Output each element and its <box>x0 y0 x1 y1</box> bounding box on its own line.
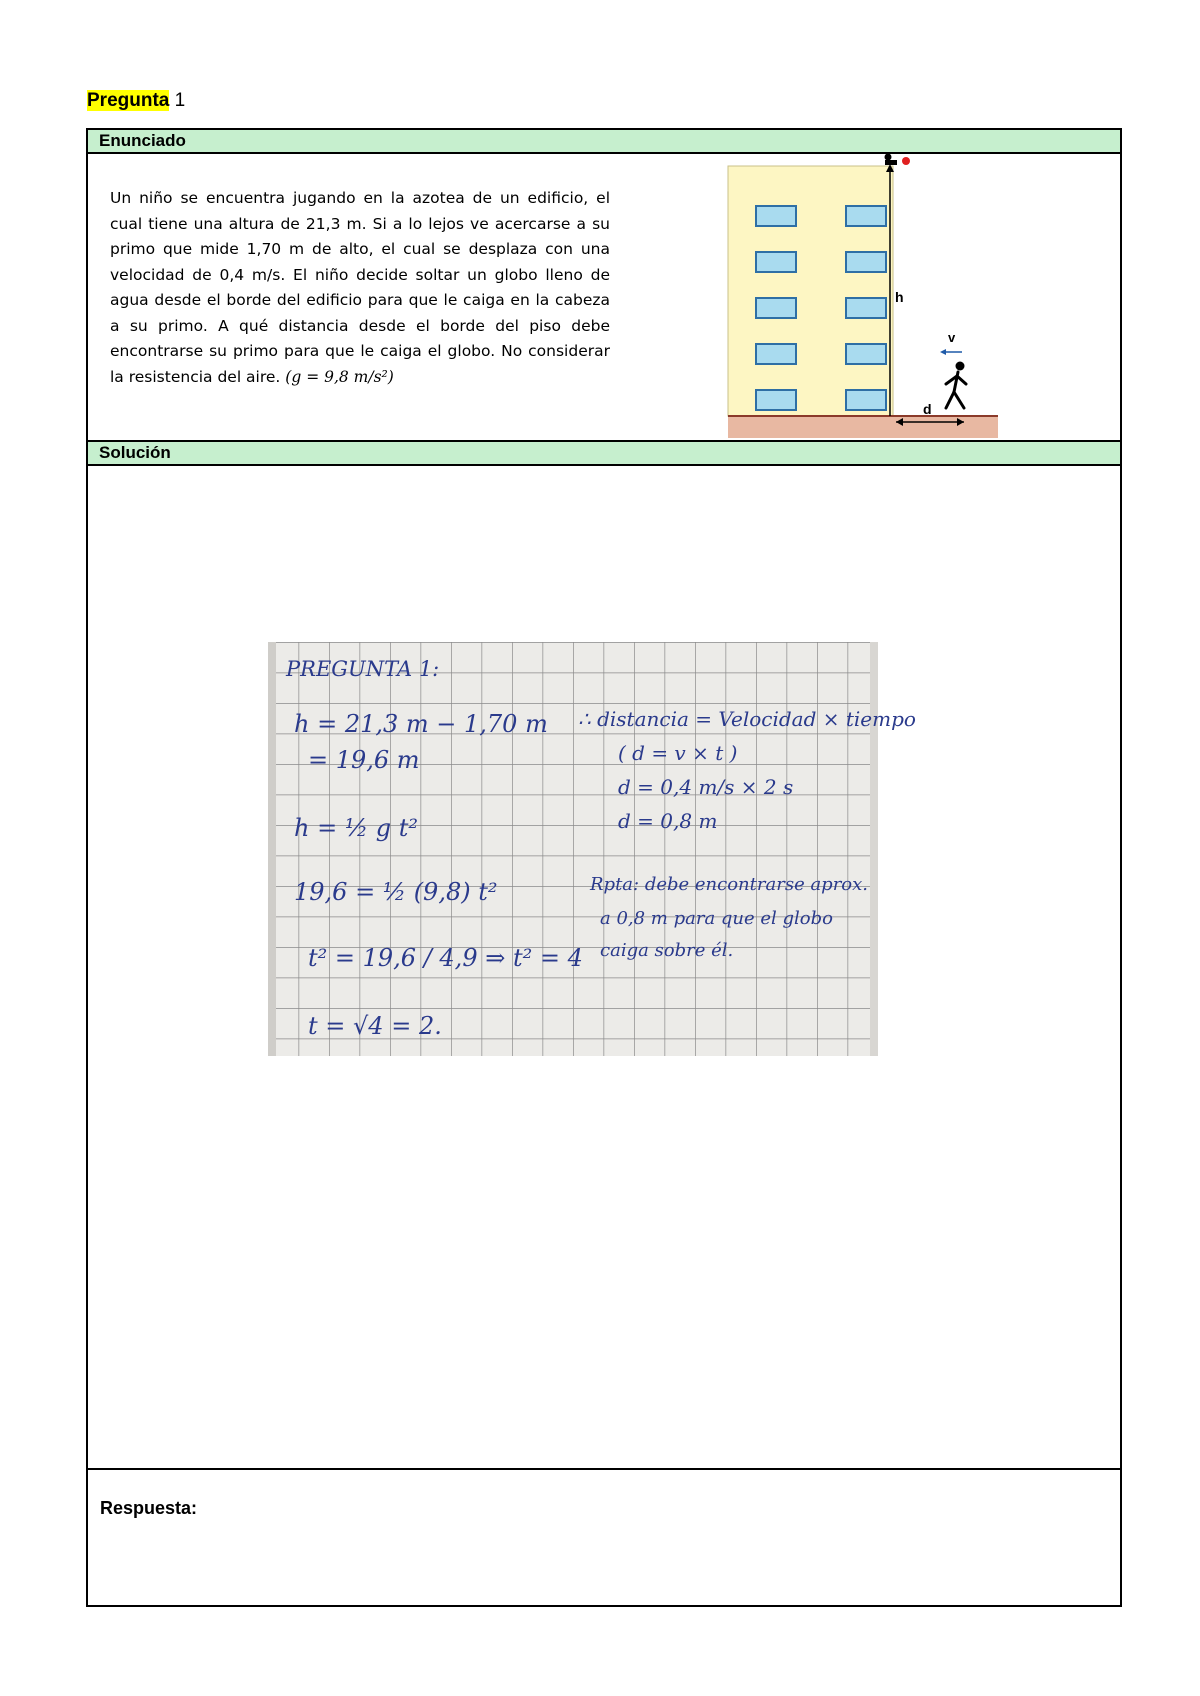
handwritten-line: d = 0,4 m/s × 2 s <box>618 775 794 799</box>
handwritten-line: h = 21,3 m − 1,70 m <box>294 710 548 738</box>
handwritten-line: ∴ distancia = Velocidad × tiempo <box>578 707 916 731</box>
handwritten-answer-line: a 0,8 m para que el globo <box>600 908 833 929</box>
handwritten-answer-line: Rpta: debe encontrarse aprox. <box>590 874 869 895</box>
handwritten-line: t² = 19,6 / 4,9 ⇒ t² = 4 <box>308 944 583 972</box>
handwritten-line: 19,6 = ½ (9,8) t² <box>294 878 498 906</box>
building <box>728 166 893 416</box>
solution-header: Solución <box>88 440 1120 466</box>
gravity-value: (g = 9,8 m/s²) <box>285 367 394 386</box>
answer-divider <box>88 1468 1120 1470</box>
question-number: 1 <box>174 90 186 111</box>
height-label: h <box>895 289 904 305</box>
answer-label: Respuesta: <box>100 1498 198 1518</box>
question-frame <box>86 128 1122 1607</box>
statement-header: Enunciado <box>88 130 1120 154</box>
distance-label: d <box>923 401 932 417</box>
velocity-label: v <box>948 330 956 345</box>
question-label: Pregunta <box>87 90 170 111</box>
handwritten-line: d = 0,8 m <box>618 809 718 833</box>
handwritten-line: h = ½ g t² <box>294 814 418 842</box>
handwritten-title: PREGUNTA 1: <box>286 657 440 681</box>
child-with-balloon-icon <box>885 154 911 166</box>
handwritten-answer-line: caiga sobre él. <box>600 940 734 961</box>
statement-text: Un niño se encuentra jugando en la azotea de un edificio, el cual tiene una altura de 21,3 m. Si a lo lejos ve acercarse a su primo que mide 1,70 m de alto, el cual se desplaza con una velocidad de 0,4 m/s. El niño decide soltar un globo lleno de agua desde el borde del edificio para que le caiga en la cabeza a su primo. A qué distancia desde el borde del piso debe encontrarse su primo para que le caiga el globo. No considerar la resistencia del aire. <box>110 189 610 386</box>
handwritten-solution-photo <box>268 642 916 1056</box>
velocity-arrow <box>940 349 962 355</box>
question-title <box>87 90 185 112</box>
handwritten-line: ( d = v × t ) <box>618 741 738 765</box>
handwritten-line: t = √4 = 2. <box>308 1012 442 1040</box>
handwritten-line: = 19,6 m <box>308 746 420 774</box>
statement-text-block <box>110 186 610 390</box>
walking-person-icon <box>946 362 966 409</box>
building-illustration <box>728 152 998 440</box>
